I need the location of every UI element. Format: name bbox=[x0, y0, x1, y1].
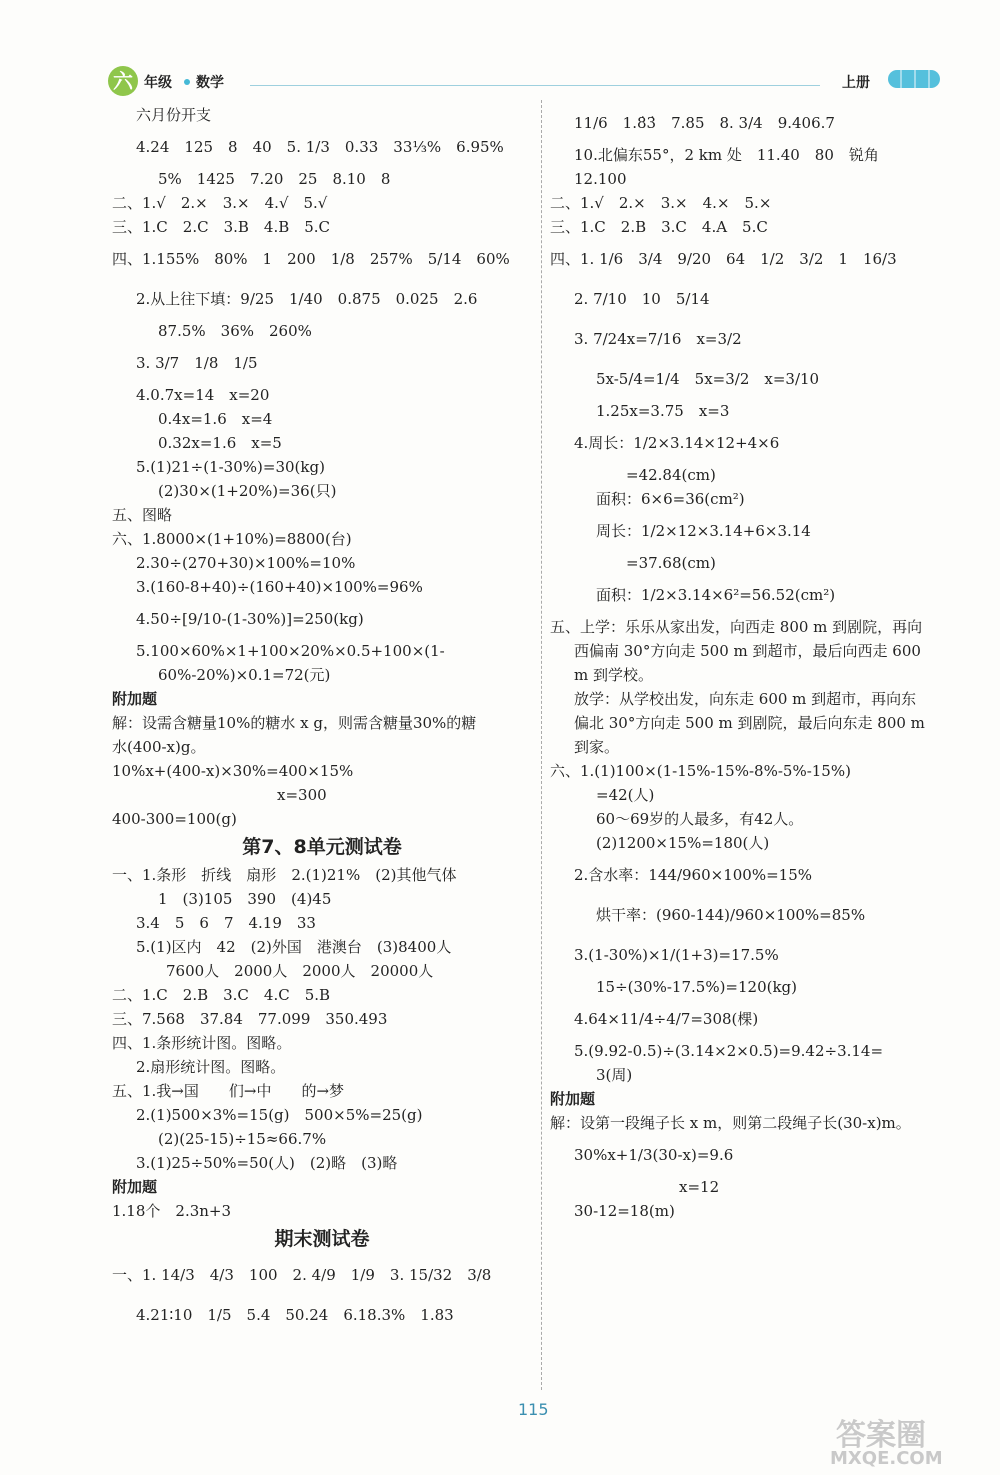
grade-badge: 六 bbox=[108, 66, 138, 96]
answer-line: 3.(1)25÷50%=50(人) (2)略 (3)略 bbox=[136, 1154, 398, 1172]
answer-line: 六、1.8000×(1+10%)=8800(台) bbox=[112, 530, 352, 548]
answer-line: 面积：6×6=36(cm²) bbox=[596, 490, 745, 508]
answer-line: 二、1.√ 2.× 3.× 4.√ 5.√ bbox=[112, 194, 328, 212]
answer-line: 4.21∶10 1/5 5.4 50.24 6.18.3% 1.83 bbox=[136, 1306, 454, 1324]
answer-line: 5x-5/4=1/4 5x=3/2 x=3/10 bbox=[596, 370, 820, 388]
answer-line: x=12 bbox=[574, 1178, 720, 1196]
answer-line: 5.(1)区内 42 (2)外国 港澳台 (3)8400人 bbox=[136, 938, 452, 956]
answer-line: 四、1.条形统计图。图略。 bbox=[112, 1034, 292, 1052]
answer-line: 六月份开支 bbox=[136, 106, 212, 124]
answer-line: 到家。 bbox=[574, 738, 620, 756]
answer-line: 附加题 bbox=[550, 1090, 596, 1108]
answer-line: 4.50÷[9/10-(1-30%)]=250(kg) bbox=[136, 610, 364, 628]
answer-line: 2.(1)500×3%=15(g) 500×5%=25(g) bbox=[136, 1106, 423, 1124]
right-answer-column bbox=[550, 103, 980, 1223]
answer-line: 3(周) bbox=[596, 1066, 633, 1084]
answer-line: 0.32x=1.6 x=5 bbox=[158, 434, 282, 452]
page-number: 115 bbox=[518, 1400, 549, 1419]
answer-line: 3. 3/7 1/8 1/5 bbox=[136, 354, 258, 372]
answer-line: 西偏南 30°方向走 500 m 到超市，最后向西走 600 bbox=[574, 642, 921, 660]
header-rule bbox=[250, 85, 820, 86]
answer-line: 4.周长：1/2×3.14×12+4×6 bbox=[574, 434, 780, 452]
answer-line: 4.64×11/4÷4/7=308(棵) bbox=[574, 1010, 759, 1028]
answer-line: =42(人) bbox=[596, 786, 655, 804]
answer-line: =37.68(cm) bbox=[596, 554, 716, 572]
answer-line: 附加题 bbox=[112, 690, 158, 708]
answer-line: 5.100×60%×1+100×20%×0.5+100×(1- bbox=[136, 642, 445, 660]
answer-line: =42.84(cm) bbox=[596, 466, 716, 484]
answer-line: 解：设第一段绳子长 x m，则第二段绳子长(30-x)m。 bbox=[550, 1114, 911, 1132]
answer-line: 五、图略 bbox=[112, 506, 173, 524]
answer-line: 60～69岁的人最多，有42人。 bbox=[596, 810, 804, 828]
answer-line: 2.含水率：144/960×100%=15% bbox=[574, 866, 812, 884]
answer-line: 1.25x=3.75 x=3 bbox=[596, 402, 730, 420]
answer-line: 10.北偏东55°，2 km 处 11.40 80 锐角 bbox=[574, 146, 879, 164]
answer-line: 4.0.7x=14 x=20 bbox=[136, 386, 270, 404]
answer-line: 0.4x=1.6 x=4 bbox=[158, 410, 273, 428]
section-title: 期末测试卷 bbox=[274, 1228, 370, 1250]
answer-line: 11/6 1.8̇3̇ 7.85 8. 3/4 9.406.7 bbox=[574, 114, 835, 132]
answer-line: 三、7.568 37.84 77.099 350.493 bbox=[112, 1010, 388, 1028]
answer-line: 60%-20%)×0.1=72(元) bbox=[158, 666, 331, 684]
answer-line: 1 (3)105 390 (4)45 bbox=[158, 890, 332, 908]
answer-line: (2)1200×15%=180(人) bbox=[596, 834, 770, 852]
answer-line: 30-12=18(m) bbox=[574, 1202, 675, 1220]
section-title: 第7、8单元测试卷 bbox=[242, 836, 402, 858]
volume-decoration-icon bbox=[888, 70, 940, 88]
answer-line: 烘干率：(960-144)/960×100%=85% bbox=[596, 906, 866, 924]
answer-line: 2. 7/10 10 5/14 bbox=[574, 290, 710, 308]
answer-line: 周长：1/2×12×3.14+6×3.14 bbox=[596, 522, 811, 540]
answer-line: 一、1.条形 折线 扇形 2.(1)21% (2)其他气体 bbox=[112, 866, 457, 884]
answer-line: 3.(160-8+40)÷(160+40)×100%=96% bbox=[136, 578, 423, 596]
answer-line: 5.(1)21÷(1-30%)=30(kg) bbox=[136, 458, 325, 476]
answer-line: 5% 1425 7.20 25 8.10 8 bbox=[158, 170, 391, 188]
answer-line: 400-300=100(g) bbox=[112, 810, 237, 828]
answer-line: 1.18个 2.3n+3 bbox=[112, 1202, 232, 1220]
page-header bbox=[0, 0, 1000, 100]
answer-line: 二、1.√ 2.× 3.× 4.× 5.× bbox=[550, 194, 772, 212]
watermark-url: MXQE.COM bbox=[830, 1448, 943, 1469]
answer-line: x=300 bbox=[112, 786, 327, 804]
answer-line: 4.24 125 8 40 5. 1/3 0.33 33⅓% 6.95% bbox=[136, 138, 504, 156]
column-divider bbox=[541, 100, 542, 1390]
answer-line: (2)30×(1+20%)=36(只) bbox=[158, 482, 337, 500]
answer-line: 2.扇形统计图。图略。 bbox=[136, 1058, 286, 1076]
answer-line: 三、1.C 2.C 3.B 4.B 5.C bbox=[112, 218, 331, 236]
answer-line: 水(400-x)g。 bbox=[112, 738, 206, 756]
answer-line: 五、上学：乐乐从家出发，向西走 800 m 到剧院，再向 bbox=[550, 618, 923, 636]
answer-line: 87.5% 36% 260% bbox=[158, 322, 312, 340]
answer-line: 15÷(30%-17.5%)=120(kg) bbox=[596, 978, 798, 996]
answer-line: 30%x+1/3(30-x)=9.6 bbox=[574, 1146, 734, 1164]
answer-line: 六、1.(1)100×(1-15%-15%-8%-5%-15%) bbox=[550, 762, 851, 780]
answer-line: 2.30÷(270+30)×100%=10% bbox=[136, 554, 356, 572]
answer-line: 附加题 bbox=[112, 1178, 158, 1196]
separator-dot-icon bbox=[184, 79, 190, 85]
answer-line: 2.从上往下填：9/25 1/40 0.875 0.025 2.6 bbox=[136, 290, 478, 308]
answer-line: 五、1.我→国 们→中 的→梦 bbox=[112, 1082, 345, 1100]
answer-line: 解：设需含糖量10%的糖水 x g，则需含糖量30%的糖 bbox=[112, 714, 477, 732]
watermark-logo: 答案圈 bbox=[836, 1418, 926, 1453]
answer-line: 四、1. 1/6 3/4 9/20 64 1/2 3/2 1 16/3 bbox=[550, 250, 897, 268]
answer-line: 四、1.155% 80% 1 200 1/8 257% 5/14 60% bbox=[112, 250, 510, 268]
answer-line: 放学：从学校出发，向东走 600 m 到超市，再向东 bbox=[574, 690, 917, 708]
answer-line: (2)(25-15)÷15≈66.7% bbox=[158, 1130, 327, 1148]
answer-line: 3.(1-30%)×1/(1+3)=17.5% bbox=[574, 946, 779, 964]
answer-line: 12.100 bbox=[574, 170, 627, 188]
left-answer-column bbox=[112, 103, 532, 1335]
answer-line: 一、1. 14/3 4/3 100 2. 4/9 1/9 3. 15/32 3/8 bbox=[112, 1266, 492, 1284]
answer-line: 10%x+(400-x)×30%=400×15% bbox=[112, 762, 354, 780]
answer-line: 5.(9.92-0.5)÷(3.14×2×0.5)=9.42÷3.14= bbox=[574, 1042, 884, 1060]
answer-line: 二、1.C 2.B 3.C 4.C 5.B bbox=[112, 986, 331, 1004]
volume-label: 上册 bbox=[842, 75, 870, 91]
subject-label: 数学 bbox=[196, 75, 224, 91]
answer-line: 三、1.C 2.B 3.C 4.A 5.C bbox=[550, 218, 768, 236]
answer-line: 3. 7/24x=7/16 x=3/2 bbox=[574, 330, 742, 348]
answer-line: 7600人 2000人 2000人 20000人 bbox=[136, 962, 434, 980]
answer-line: 偏北 30°方向走 500 m 到剧院，最后向东走 800 m bbox=[574, 714, 925, 732]
answer-line: 3.4 5 6 7 4.19 33 bbox=[136, 914, 316, 932]
answer-line: 面积：1/2×3.14×6²=56.52(cm²) bbox=[596, 586, 836, 604]
grade-label: 年级 bbox=[144, 75, 172, 91]
answer-line: m 到学校。 bbox=[574, 666, 653, 684]
